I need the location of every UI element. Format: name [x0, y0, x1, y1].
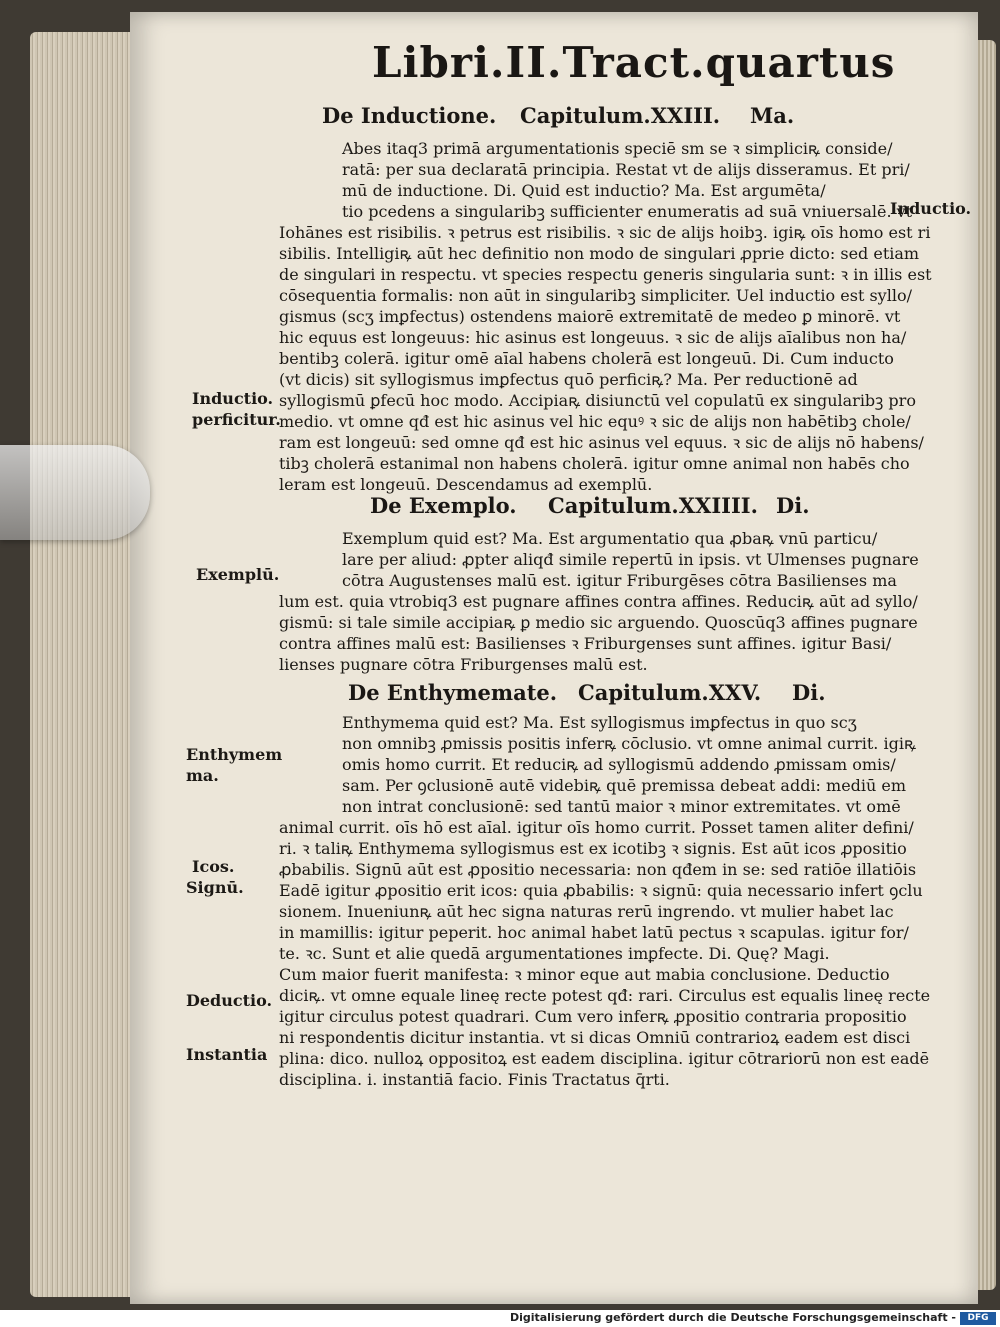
margin-note-inductio: Inductio. [890, 199, 972, 218]
chapter-speaker: Di. [792, 680, 826, 705]
text-line: ꝓbabilis. Signū aūt est ꝓpositio necessaria: non qđem in se: sed ratiōe illatiōis [279, 860, 917, 879]
text-line: plina: dico. nulloꝝ oppositoꝝ est eadem disciplina. igitur cōtrariorū non est eadē [279, 1049, 930, 1068]
text-line: sionem. Inueniunꝶ aūt hec signa naturas rerū ingrendo. vt mulier habet lac [279, 902, 894, 921]
margin-note-enthymema: Enthymem [186, 745, 283, 764]
text-line: non omnibꝫ ꝓmissis positis inferꝶ cōclusio. vt omne animal currit. igiꝶ [342, 734, 917, 753]
text-line: ni respondentis dicitur instantia. vt si dicas Omniū contrarioꝝ eadem est disci [279, 1028, 911, 1047]
dfg-logo: DFG [960, 1312, 996, 1325]
margin-note-inductio-perficitur: Inductio. [192, 389, 274, 408]
text-line: syllogismū ꝑfecū hoc modo. Accipiaꝶ disiunctū vel copulatū ex singularibꝫ pro [279, 391, 916, 410]
text-line: medio. vt omne qđ est hic asinus vel hic equꝰ ꝛ sic de alijs non habētibꝫ chole/ [279, 412, 911, 431]
text-line: animal currit. oīs hō est aīal. igitur oīs homo currit. Posset tamen aliter defini/ [279, 818, 914, 837]
chapter-title: De Inductione. [322, 103, 497, 128]
text-line: non intrat conclusionē: sed tantū maior ꝛ minor extremitates. vt omē [342, 797, 901, 816]
text-line: ram est longeuū: sed omne qđ est hic asinus vel equus. ꝛ sic de alijs nō habens/ [279, 433, 924, 452]
text-line: ratā: per sua declaratā principia. Restat vt de alijs disseramus. Et pri/ [342, 160, 910, 179]
text-line: lare per aliud: ꝓpter aliqđ simile repertū in ipsis. vt Ulmenses pugnare [342, 550, 919, 569]
text-line: tio pcedens a singularibꝫ sufficienter enumeratis ad suā vniuersalē. vt [342, 202, 913, 221]
text-line: Cum maior fuerit manifesta: ꝛ minor eque aut mabia conclusione. Deductio [279, 965, 890, 984]
chapter-title: De Exemplo. [370, 493, 517, 518]
text-line: bentibꝫ colerā. igitur omē aīal habens cholerā est longeuū. Di. Cum inducto [279, 349, 894, 368]
chapter-number: Capitulum.XXV. [578, 680, 762, 705]
chapter-title: De Enthymemate. [348, 680, 558, 705]
funding-notice: Digitalisierung gefördert durch die Deutsche Forschungsgemeinschaft - [509, 1311, 956, 1324]
text-line: cōsequentia formalis: non aūt in singularibꝫ simpliciter. Uel inductio est syllo/ [279, 286, 912, 305]
text-line: mū de inductione. Di. Quid est inductio? Ma. Est argumēta/ [342, 181, 826, 200]
text-line: omis homo currit. Et reduciꝶ ad syllogismū addendo ꝓmissam omis/ [342, 755, 896, 774]
text-line: lum est. quia vtrobiq3 est pugnare affines contra affines. Reduciꝶ aūt ad syllo/ [279, 592, 918, 611]
text-line: Abes itaq3 primā argumentationis speciē sm se ꝛ simpliciꝶ conside/ [342, 139, 893, 158]
margin-note-exemplum: Exemplū. [196, 565, 280, 584]
text-line: in mamillis: igitur peperit. hoc animal habet latū pectus ꝛ scapulas. igitur for/ [279, 923, 909, 942]
text-line: ri. ꝛ taliꝶ Enthymema syllogismus est ex icotibꝫ ꝛ signis. Est aūt icos ꝓpositio [279, 839, 907, 858]
text-line: (vt dicis) sit syllogismus imꝑfectus quō perficiꝶ? Ma. Per reductionē ad [279, 370, 858, 389]
margin-note-enthymema: ma. [186, 766, 219, 785]
text-line: de singulari in respectu. vt species respectu generis singularia sunt: ꝛ in illis est [279, 265, 932, 284]
text-line: Enthymema quid est? Ma. Est syllogismus imꝑfectus in quo scʒ [342, 713, 857, 732]
chapter-speaker: Di. [776, 493, 810, 518]
margin-note-icos: Icos. [192, 857, 235, 876]
chapter-number: Capitulum.XXIII. [520, 103, 721, 128]
text-line: diciꝶ. vt omne equale lineę recte potest qđ: rari. Circulus est equalis lineę recte [279, 986, 931, 1005]
text-line: leram est longeuū. Descendamus ad exemplū. [279, 475, 653, 494]
footer-bar [0, 1310, 1000, 1327]
text-line: hic equus est longeuus: hic asinus est longeuus. ꝛ sic de alijs aīalibus non ha/ [279, 328, 907, 347]
margin-note-deductio: Deductio. [186, 991, 273, 1010]
text-line: gismus (scʒ imꝑfectus) ostendens maiorē extremitatē de medeo ꝑ minorē. vt [279, 307, 901, 326]
margin-note-signum: Signū. [186, 878, 244, 897]
margin-note-inductio-perficitur: perficitur. [192, 410, 281, 429]
margin-note-instantia: Instantia [186, 1045, 268, 1064]
text-line: igitur circulus potest quadrari. Cum vero inferꝶ ꝓpositio contraria propositio [279, 1007, 907, 1026]
text-line: contra affines malū est: Basilienses ꝛ Friburgenses sunt affines. igitur Basi/ [279, 634, 892, 653]
text-line: Iohānes est risibilis. ꝛ petrus est risibilis. ꝛ sic de alijs hoibꝫ. igiꝶ oīs homo est ri [279, 223, 931, 242]
text-line: sibilis. Intelligiꝶ aūt hec definitio non modo de singulari ꝓprie dicto: sed etiam [279, 244, 920, 263]
text-line: te. ꝛc. Sunt et alie quedā argumentationes imꝑfecte. Di. Quę? Magi. [279, 944, 830, 963]
chapter-number: Capitulum.XXIIII. [548, 493, 758, 518]
text-line: tibꝫ cholerā estanimal non habens cholerā. igitur omne animal non habēs cho [279, 454, 910, 473]
text-line: lienses pugnare cōtra Friburgenses malū est. [279, 655, 648, 674]
running-head: Libri.II.Tract.quartus [372, 38, 896, 87]
text-line: Eadē igitur ꝓpositio erit icos: quia ꝓbabilis: ꝛ signū: quia necessario infert ꝯclu [279, 881, 923, 900]
text-line: cōtra Augustenses malū est. igitur Friburgēses cōtra Basilienses ma [342, 571, 897, 590]
glass-weight [0, 445, 150, 540]
text-line: disciplina. i. instantiā facio. Finis Tractatus q̄rti. [279, 1070, 670, 1089]
text-line: sam. Per ꝯclusionē autē videbiꝶ quē premissa debeat addi: mediū em [342, 776, 907, 795]
text-line: gismū: si tale simile accipiaꝶ ꝑ medio sic arguendo. Quoscūq3 affines pugnare [279, 613, 918, 632]
chapter-speaker: Ma. [750, 103, 795, 128]
text-line: Exemplum quid est? Ma. Est argumentatio qua ꝓbaꝶ vnū particu/ [342, 529, 878, 548]
